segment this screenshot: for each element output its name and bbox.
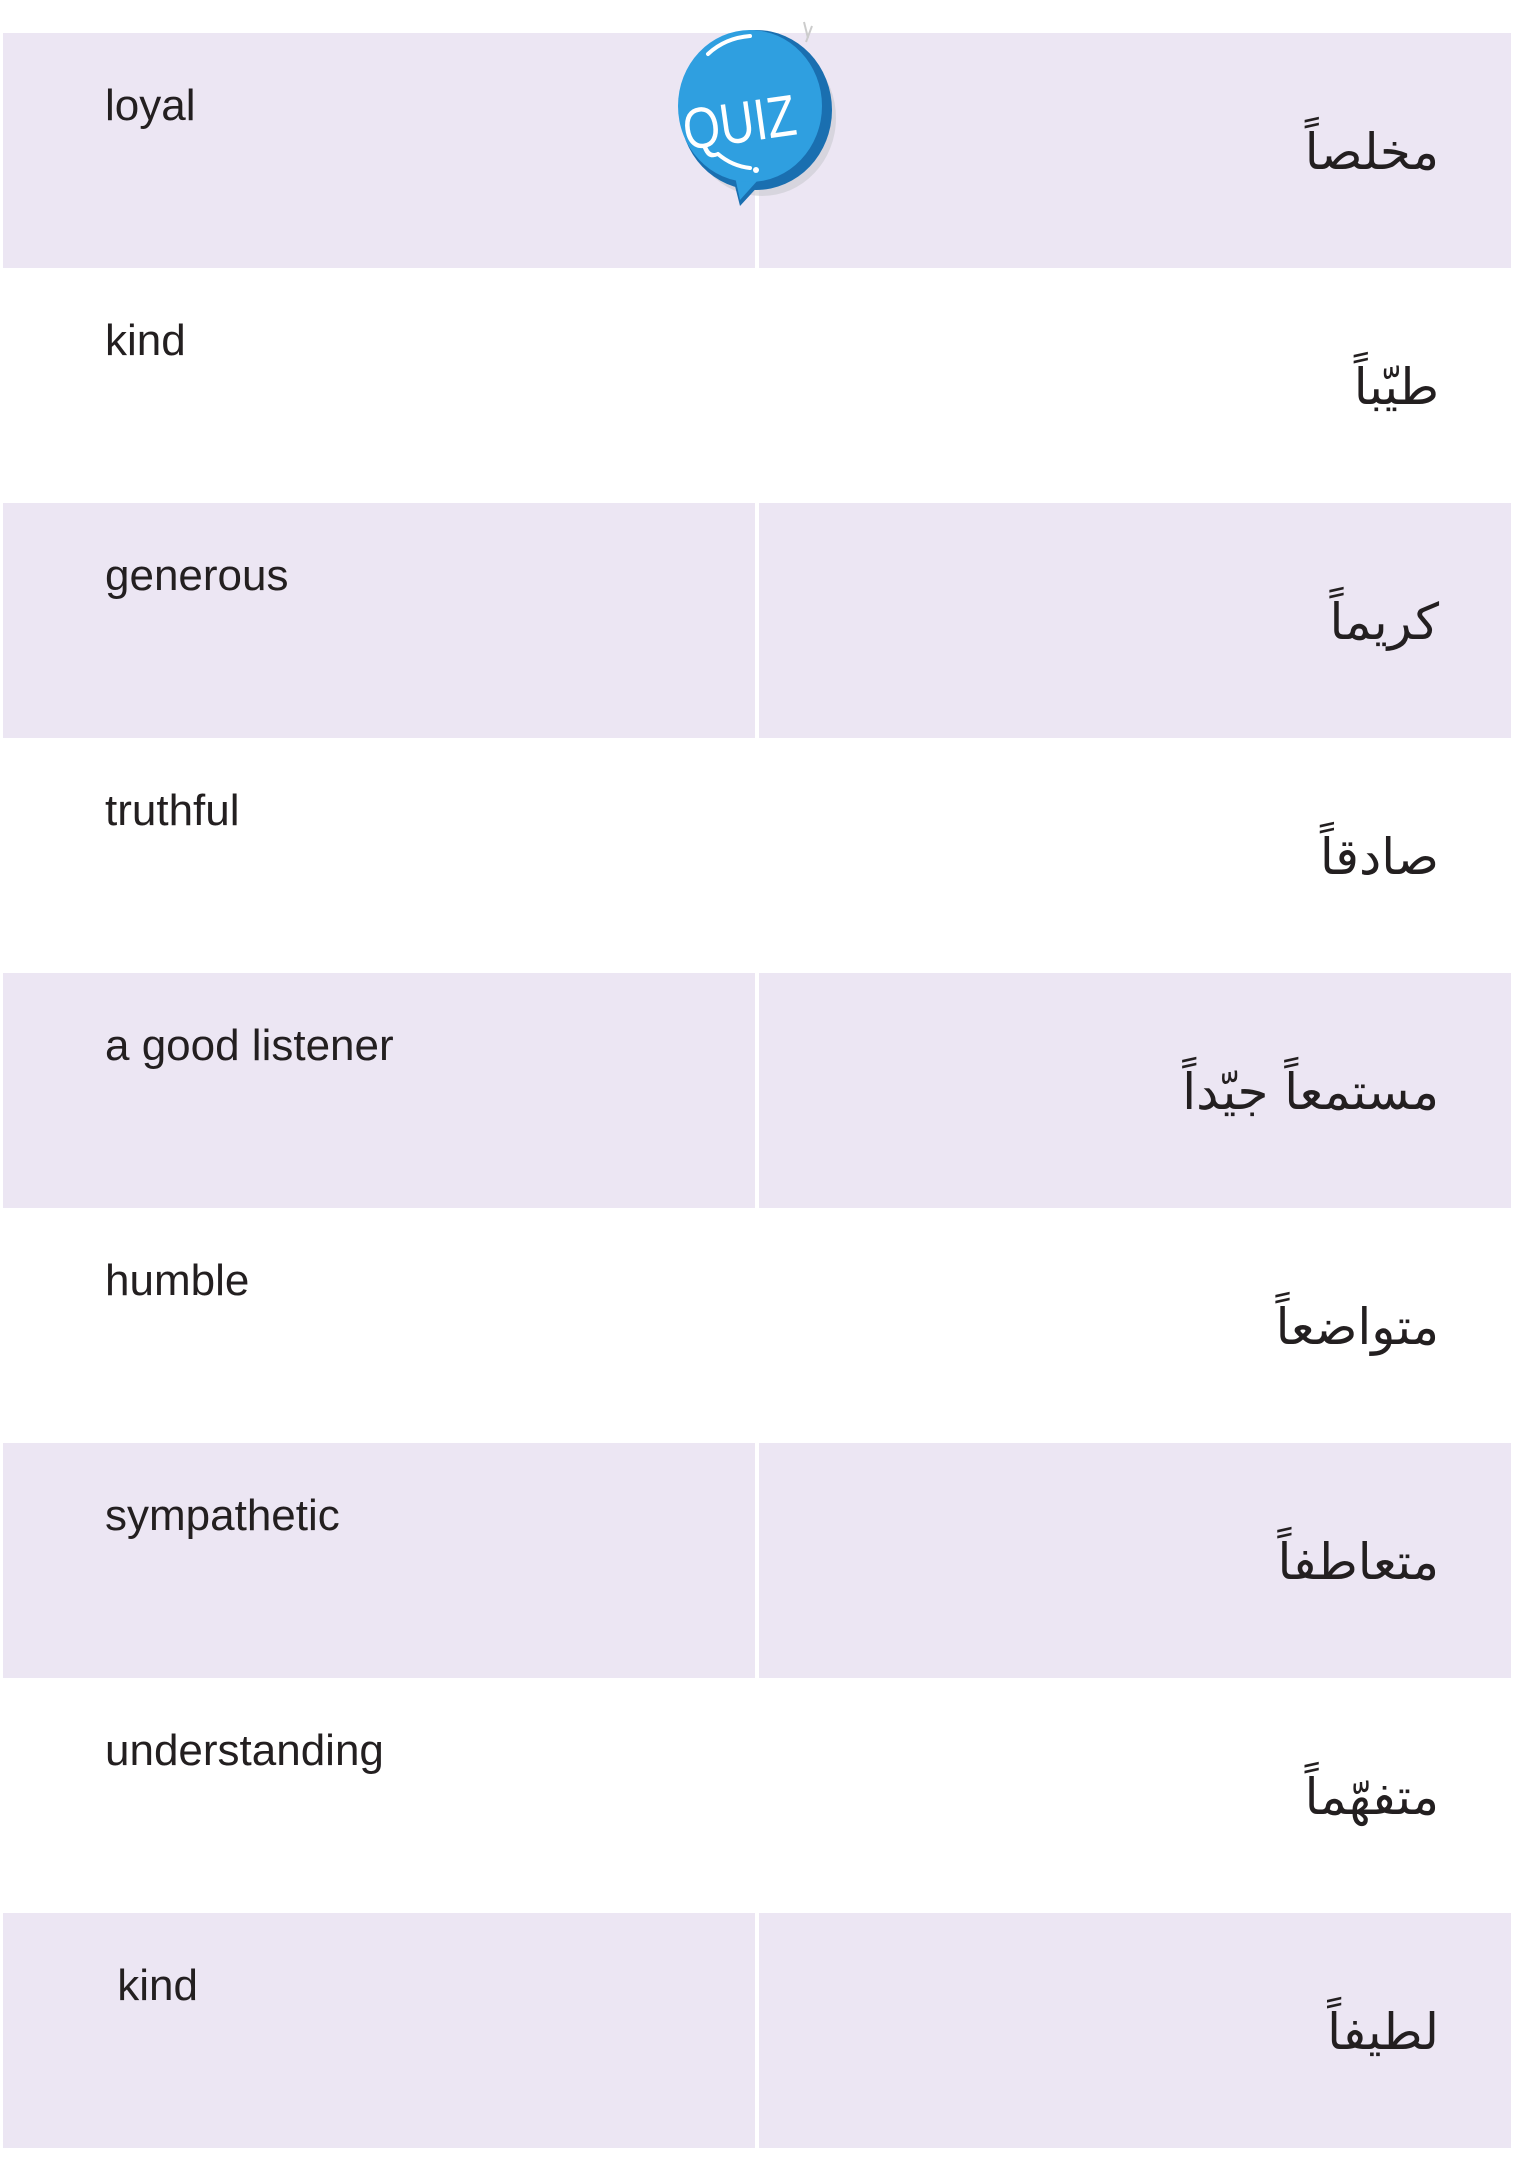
- english-cell: [3, 503, 755, 738]
- arabic-word: كريماً: [1329, 593, 1439, 651]
- english-cell: [3, 1913, 755, 2148]
- english-word: generous: [105, 551, 289, 600]
- arabic-word: مخلصاً: [1304, 123, 1439, 181]
- table-row: [0, 1208, 1512, 1443]
- english-word: loyal: [105, 81, 196, 130]
- table-row: [0, 503, 1512, 738]
- english-word: a good listener: [105, 1021, 394, 1070]
- quiz-speech-bubble-icon: [670, 14, 840, 209]
- arabic-cell: [759, 973, 1511, 1208]
- arabic-word: طيّباً: [1353, 358, 1439, 416]
- quiz-label: QUIZ: [678, 83, 801, 164]
- table-row: [0, 1913, 1512, 2148]
- arabic-word: متواضعاً: [1275, 1298, 1439, 1356]
- english-cell: [3, 1678, 755, 1913]
- arabic-cell: [759, 268, 1511, 503]
- english-cell: [3, 1443, 755, 1678]
- arabic-cell: [759, 1208, 1511, 1443]
- arabic-word: لطيفاً: [1327, 2003, 1439, 2061]
- table-row: [0, 973, 1512, 1208]
- table-row: [0, 268, 1512, 503]
- arabic-word: متفهّماً: [1304, 1768, 1439, 1826]
- english-cell: [3, 268, 755, 503]
- arabic-cell: [759, 1443, 1511, 1678]
- english-cell: [3, 1208, 755, 1443]
- arabic-cell: [759, 738, 1511, 973]
- arabic-cell: [759, 503, 1511, 738]
- english-word: kind: [105, 1961, 198, 2010]
- english-cell: [3, 973, 755, 1208]
- arabic-word: صادقاً: [1319, 828, 1439, 886]
- english-word: kind: [105, 316, 186, 365]
- table-row: [0, 1443, 1512, 1678]
- english-word: humble: [105, 1256, 250, 1305]
- table-row: [0, 1678, 1512, 1913]
- english-cell: [3, 33, 755, 268]
- arabic-cell: [759, 33, 1511, 268]
- arabic-word: متعاطفاً: [1277, 1533, 1439, 1591]
- arabic-word: مستمعاً جيّداً: [1182, 1063, 1439, 1121]
- english-word: understanding: [105, 1726, 384, 1775]
- arabic-cell: [759, 1678, 1511, 1913]
- english-cell: [3, 738, 755, 973]
- table-row: [0, 738, 1512, 973]
- arabic-cell: [759, 1913, 1511, 2148]
- english-word: truthful: [105, 786, 240, 835]
- english-word: sympathetic: [105, 1491, 340, 1540]
